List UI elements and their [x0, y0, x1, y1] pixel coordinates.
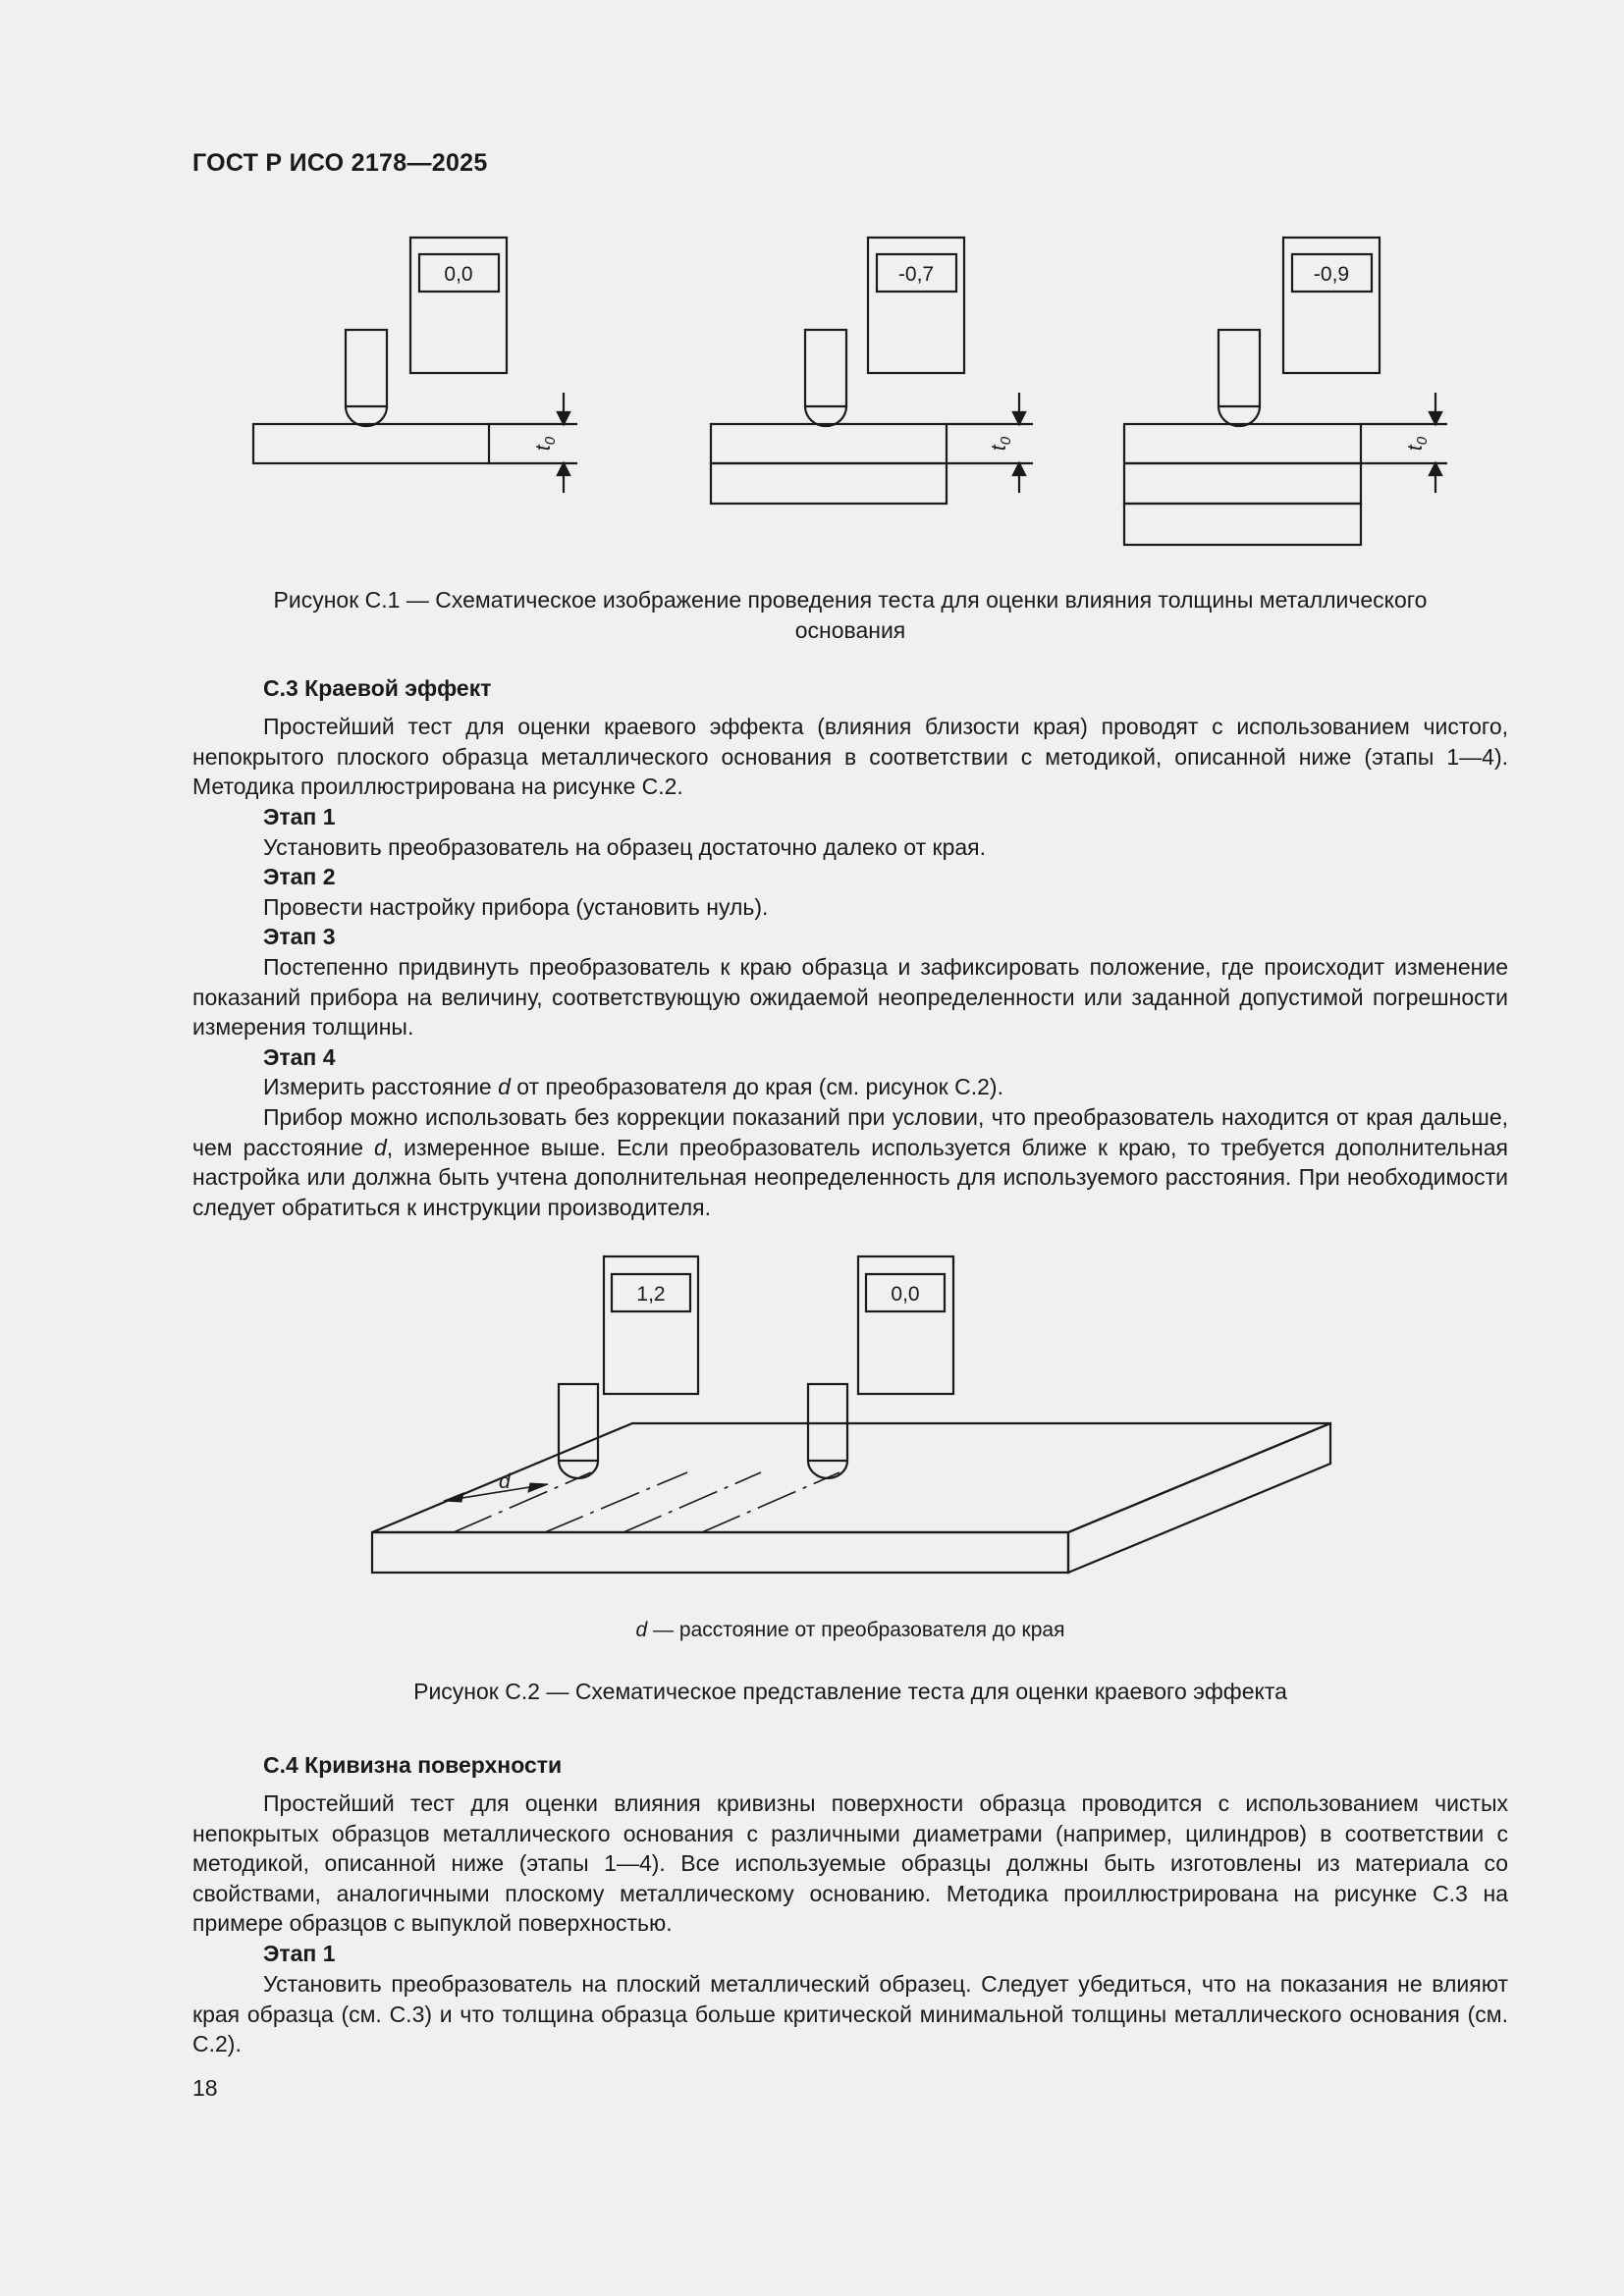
substrate-plate-3c: [1124, 504, 1361, 545]
thickness-label-3: $t_0$: [1404, 436, 1431, 452]
figure-c1-caption: [192, 585, 1508, 646]
edge-gauge-display: [604, 1256, 698, 1394]
thickness-label-2: $t_0$: [988, 436, 1014, 452]
document-header: ГОСТ Р ИСО 2178—2025: [192, 149, 488, 177]
figure-c1-scene-3: [1124, 238, 1447, 545]
figure-c1-caption-line1: Рисунок С.1 — Схематическое изображение проведения теста для оценки влияния толщины металлического: [273, 587, 1428, 613]
section-c4-intro: Простейший тест для оценки влияния кривизны поверхности образца проводится с использованием чистых непокрытых образцов металлического основания с различными диаметрами (например, цилиндров) в соответствии с методикой, описанной ниже (этапы 1—4). Все используемые образцы должны быть изготовлены из материала со свойствами, аналогичными плоскому металлическому основанию. Методика проиллюстрирована на рисунке С.3 на примере образцов с выпуклой поверхностью.: [192, 1790, 1508, 1936]
substrate-plate-3b: [1124, 463, 1361, 504]
reference-gauge-reading: 0,0: [891, 1283, 920, 1306]
section-c3-note: Прибор можно использовать без коррекции показаний при условии, что преобразователь находится от края дальше, чем расстояние d, измеренное выше. Если преобразователь используется ближе к краю, то требуется дополнительная настройка или должна быть учтена дополнительная неопределенность для используемого расстояния. При необходимости следует обратиться к инструкции производителя.: [192, 1104, 1508, 1220]
section-c3-intro: Простейший тест для оценки краевого эффекта (влияния близости края) проводят с использованием чистого, непокрытого плоского образца металлического основания в соответствии с методикой, описанной ниже (этапы 1—4). Методика проиллюстрирована на рисунке С.2.: [192, 714, 1508, 799]
substrate-plate-2a: [711, 424, 947, 463]
gauge-reading-2: -0,7: [897, 263, 935, 286]
section-c4-step1-label: Этап 1: [263, 1941, 336, 1966]
figure-c2: [0, 1237, 1624, 1600]
section-c3-step1-label: Этап 1: [263, 804, 336, 829]
thickness-label-1: $t_0$: [532, 436, 559, 452]
figure-c2-caption: Рисунок С.2 — Схематическое представление теста для оценки краевого эффекта: [413, 1679, 1287, 1704]
gauge-display-1: [410, 238, 507, 373]
figure-c1-scene-1: [253, 238, 577, 493]
gauge-reading-1: 0,0: [444, 263, 473, 286]
plate-front-face: [372, 1532, 1068, 1573]
figure-c2-legend: d — расстояние от преобразователя до края: [635, 1619, 1065, 1641]
section-c3-step2-text: Провести настройку прибора (установить нуль).: [263, 894, 769, 920]
distance-d-label: d: [499, 1470, 511, 1493]
gauge-display-3: [1283, 238, 1380, 373]
substrate-plate-2b: [711, 463, 947, 504]
section-c3-step1-text: Установить преобразователь на образец достаточно далеко от края.: [263, 834, 986, 860]
section-c4-title: С.4 Кривизна поверхности: [263, 1752, 563, 1778]
probe-2: [805, 330, 846, 406]
page-number: 18: [192, 2075, 218, 2101]
edge-gauge-reading: 1,2: [636, 1283, 666, 1306]
section-c3-step4-text: Измерить расстояние d от преобразователя до края (см. рисунок С.2).: [263, 1074, 1003, 1099]
section-c3-step2-label: Этап 2: [263, 864, 336, 889]
figure-c1: [0, 0, 1624, 569]
gauge-reading-3: -0,9: [1313, 263, 1350, 286]
substrate-plate-1: [253, 424, 489, 463]
edge-probe: [559, 1384, 598, 1461]
probe-3: [1218, 330, 1260, 406]
gauge-display-2: [868, 238, 964, 373]
probe-1: [346, 330, 387, 406]
section-c4-step1-text: Установить преобразователь на плоский металлический образец. Следует убедиться, что на показания не влияют края образца (см. С.3) и что толщина образца больше критической минимальной толщины металлического основания (см. С.2).: [192, 1971, 1508, 2056]
reference-gauge-display: [858, 1256, 953, 1394]
figure-c1-scene-2: [711, 238, 1033, 504]
section-c3-step3-label: Этап 3: [263, 924, 336, 949]
section-c3-step3-text: Постепенно придвинуть преобразователь к краю образца и зафиксировать положение, где происходит изменение показаний прибора на величину, соответствующую ожидаемой неопределенности или заданной допустимой погрешности измерения толщины.: [192, 954, 1508, 1040]
section-c3-step4-label: Этап 4: [263, 1044, 336, 1070]
figure-c1-caption-line2: основания: [794, 617, 906, 643]
plate-top-face: [372, 1423, 1330, 1532]
substrate-plate-3a: [1124, 424, 1361, 463]
plate-side-face: [1068, 1423, 1330, 1573]
section-c3-title: С.3 Краевой эффект: [263, 675, 492, 701]
